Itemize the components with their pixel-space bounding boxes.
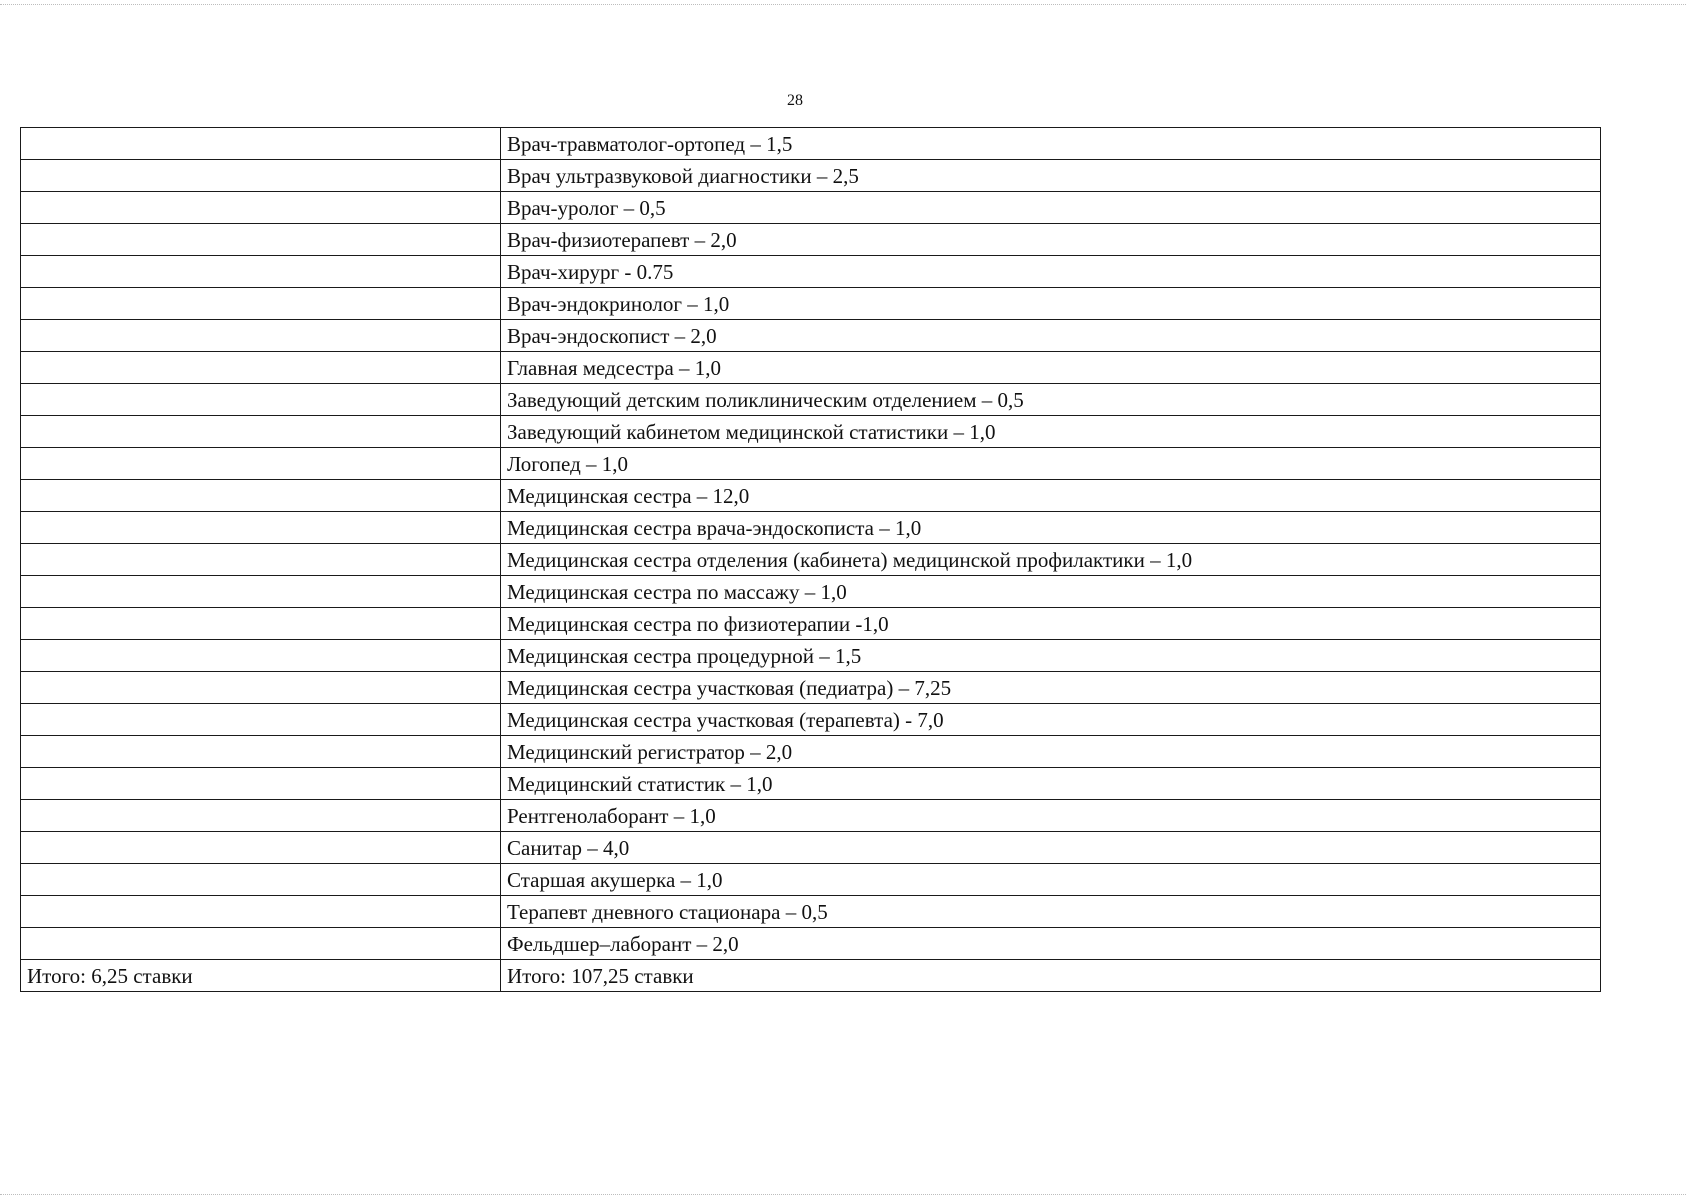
total-left-cell: Итого: 6,25 ставки: [21, 960, 501, 992]
left-cell: [21, 768, 501, 800]
left-cell: [21, 704, 501, 736]
table-row: [21, 896, 1601, 928]
table-row: [21, 224, 1601, 256]
left-cell: [21, 448, 501, 480]
position-cell: Медицинская сестра отделения (кабинета) медицинской профилактики – 1,0: [501, 544, 1601, 576]
staff-table: [20, 127, 1601, 992]
table-row: [21, 448, 1601, 480]
left-cell: [21, 416, 501, 448]
table-row: [21, 512, 1601, 544]
table-row: [21, 736, 1601, 768]
table-row: [21, 384, 1601, 416]
left-cell: [21, 640, 501, 672]
position-cell: Врач-эндокринолог – 1,0: [501, 288, 1601, 320]
left-cell: [21, 512, 501, 544]
table-row: [21, 192, 1601, 224]
table-row: [21, 704, 1601, 736]
left-cell: [21, 672, 501, 704]
left-cell: [21, 864, 501, 896]
table-row: [21, 544, 1601, 576]
position-cell: Старшая акушерка – 1,0: [501, 864, 1601, 896]
position-cell: Заведующий кабинетом медицинской статистики – 1,0: [501, 416, 1601, 448]
left-cell: [21, 928, 501, 960]
left-cell: [21, 480, 501, 512]
left-cell: [21, 320, 501, 352]
table-row: [21, 832, 1601, 864]
position-cell: Фельдшер–лаборант – 2,0: [501, 928, 1601, 960]
left-cell: [21, 800, 501, 832]
table-row: [21, 352, 1601, 384]
table-row: [21, 928, 1601, 960]
position-cell: Медицинская сестра врача-эндоскописта – 1,0: [501, 512, 1601, 544]
table-row: [21, 576, 1601, 608]
position-cell: Врач ультразвуковой диагностики – 2,5: [501, 160, 1601, 192]
position-cell: Медицинская сестра – 12,0: [501, 480, 1601, 512]
position-cell: Врач-хирург - 0.75: [501, 256, 1601, 288]
left-cell: [21, 736, 501, 768]
staff-table-body: [21, 128, 1601, 992]
scan-edge-top: [0, 4, 1686, 5]
position-cell: Медицинская сестра участковая (терапевта) - 7,0: [501, 704, 1601, 736]
left-cell: [21, 160, 501, 192]
left-cell: [21, 192, 501, 224]
table-row: [21, 320, 1601, 352]
position-cell: Медицинский статистик – 1,0: [501, 768, 1601, 800]
table-row: [21, 256, 1601, 288]
position-cell: Медицинская сестра по физиотерапии -1,0: [501, 608, 1601, 640]
position-cell: Врач-уролог – 0,5: [501, 192, 1601, 224]
position-cell: Логопед – 1,0: [501, 448, 1601, 480]
table-row: [21, 800, 1601, 832]
position-cell: Медицинская сестра процедурной – 1,5: [501, 640, 1601, 672]
position-cell: Терапевт дневного стационара – 0,5: [501, 896, 1601, 928]
scan-edge-bottom: [0, 1194, 1686, 1195]
position-cell: Санитар – 4,0: [501, 832, 1601, 864]
left-cell: [21, 288, 501, 320]
left-cell: [21, 128, 501, 160]
position-cell: Врач-физиотерапевт – 2,0: [501, 224, 1601, 256]
position-cell: Медицинский регистратор – 2,0: [501, 736, 1601, 768]
table-row: [21, 768, 1601, 800]
left-cell: [21, 256, 501, 288]
left-cell: [21, 608, 501, 640]
table-row: [21, 640, 1601, 672]
page-number: 28: [787, 92, 803, 109]
left-cell: [21, 576, 501, 608]
total-right-cell: Итого: 107,25 ставки: [501, 960, 1601, 992]
position-cell: Врач-эндоскопист – 2,0: [501, 320, 1601, 352]
totals-row: [21, 960, 1601, 992]
position-cell: Главная медсестра – 1,0: [501, 352, 1601, 384]
left-cell: [21, 544, 501, 576]
position-cell: Заведующий детским поликлиническим отделением – 0,5: [501, 384, 1601, 416]
table-row: [21, 288, 1601, 320]
table-row: [21, 480, 1601, 512]
table-row: [21, 608, 1601, 640]
position-cell: Медицинская сестра по массажу – 1,0: [501, 576, 1601, 608]
left-cell: [21, 896, 501, 928]
table-row: [21, 128, 1601, 160]
position-cell: Медицинская сестра участковая (педиатра) – 7,25: [501, 672, 1601, 704]
table-row: [21, 864, 1601, 896]
left-cell: [21, 352, 501, 384]
table-row: [21, 416, 1601, 448]
left-cell: [21, 384, 501, 416]
table-row: [21, 672, 1601, 704]
left-cell: [21, 224, 501, 256]
table-row: [21, 160, 1601, 192]
left-cell: [21, 832, 501, 864]
position-cell: Рентгенолаборант – 1,0: [501, 800, 1601, 832]
position-cell: Врач-травматолог-ортопед – 1,5: [501, 128, 1601, 160]
